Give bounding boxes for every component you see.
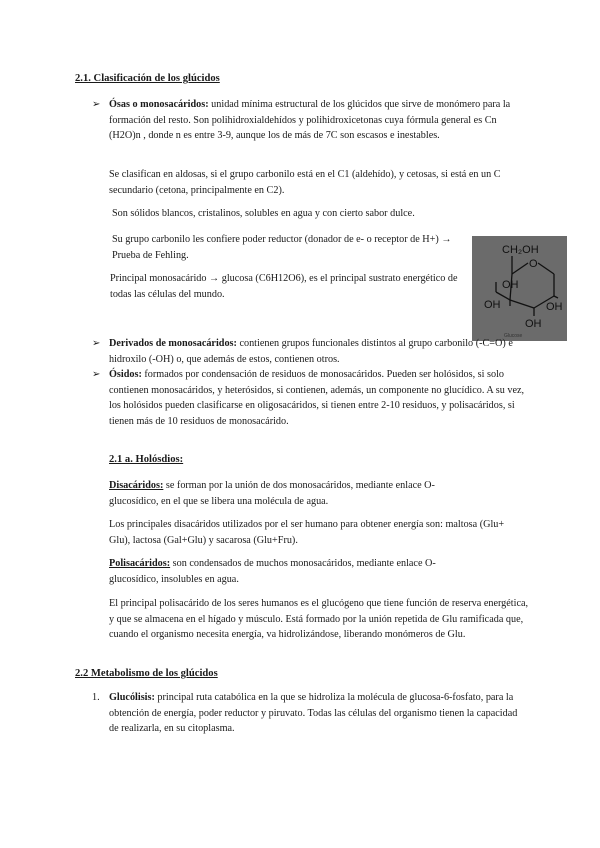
bullet-arrow-icon: ➢ xyxy=(92,99,101,110)
polisacaridos-paragraph xyxy=(109,556,479,587)
bullet-arrow-icon: ➢ xyxy=(92,369,101,380)
derivados-paragraph xyxy=(109,336,521,367)
osas-glucosa-paragraph: Principal monosacárido → glucosa (C6H12O6), es el principal sustrato energético de todas las células del mundo. xyxy=(110,273,458,300)
ring-oxygen-label: O xyxy=(529,258,538,270)
list-number: 1. xyxy=(92,692,100,703)
osidos-paragraph xyxy=(109,367,531,429)
disacaridos-text: se forman por la unión de dos monosacáridos, mediante enlace O-glucosídico, en el que se libera una molécula de agua. xyxy=(109,480,435,507)
section-heading-2-2: 2.2 Metabolismo de los glúcidos xyxy=(75,668,218,679)
osas-term: Ósas o monosacáridos: xyxy=(109,99,209,110)
disacaridos-paragraph xyxy=(109,478,479,509)
osas-classification-paragraph: Se clasifican en aldosas, si el grupo carbonilo está en el C1 (aldehído), y cetosas, si está en un C secundario (cetona, principalmente en C2). xyxy=(109,169,501,196)
glucolisis-term: Glucólisis: xyxy=(109,692,155,703)
bullet-arrow-icon: ➢ xyxy=(92,338,101,349)
glucogeno-paragraph: El principal polisacárido de los seres humanos es el glucógeno que tiene función de reserva energética, y que se almacena en el hígado y músculo. Está formado por la unión repetida de Glu ramificada que, cuando el organismo necesita energía, va hidrolizándose, liberando monómeros de Glu. xyxy=(109,598,529,641)
osas-text: unidad mínima estructural de los glúcidos que sirve de monómero para la formación del resto. Son polihidroxialdehídos y polihidroxicetonas cuya fórmula general es Cn (H2O)n , donde n es entre 3-9, aunque los de más de 7C son escasos e inestables. xyxy=(109,99,511,142)
ch2oh-label: CH₂OH xyxy=(502,244,539,256)
section-heading-2-1-a: 2.1 a. Holósdios: xyxy=(109,454,184,465)
glucose-structure-figure xyxy=(472,236,567,341)
glucolisis-text: principal ruta catabólica en la que se hidroliza la molécula de glucosa-6-fosfato, para la obtención de energía, poder reductor y piruvato. Todas las células del organismo tienen la capacidad de realizarla, en su citoplasma. xyxy=(109,692,518,735)
oh-label-3: OH xyxy=(546,301,563,313)
oh-label-1: OH xyxy=(502,279,519,291)
oh-label-2: OH xyxy=(484,299,501,311)
disacaridos-principales-paragraph: Los principales disacáridos utilizados por el ser humano para obtener energía son: maltosa (Glu+ Glu), lactosa (Gal+Glu) y sacarosa (Glu+Fru). xyxy=(109,519,505,546)
disacaridos-term: Disacáridos: xyxy=(109,480,164,491)
section-heading-2-1: 2.1. Clasificación de los glúcidos xyxy=(75,73,220,84)
osidos-term: Ósidos: xyxy=(109,369,142,380)
osas-properties-paragraph: Son sólidos blancos, cristalinos, solubles en agua y con cierto sabor dulce. xyxy=(112,208,415,219)
osas-reductor-paragraph: Su grupo carbonilo les confiere poder reductor (donador de e- o receptor de H+) → Prueba de Fehling. xyxy=(112,234,452,261)
derivados-text: contienen grupos funcionales distintos al grupo carbonilo (-C=O) e hidroxilo (-OH) o, que además de estos, contienen otros. xyxy=(109,338,513,365)
derivados-term: Derivados de monosacáridos: xyxy=(109,338,237,349)
oh-label-4: OH xyxy=(525,318,542,330)
polisacaridos-term: Polisacáridos: xyxy=(109,558,171,569)
polisacaridos-text: son condensados de muchos monosacáridos, mediante enlace O-glucosídico, insolubles en agua. xyxy=(109,558,436,585)
osidos-text: formados por condensación de residuos de monosacáridos. Pueden ser holósidos, si solo contienen monosacáridos, y heterósidos, si contienen, además, un componente no glucídico. A su vez, los holósidos pueden clasificarse en oligosacáridos, si tienen entre 2-10 residuos, y polisacáridos, si tienen más de 10 residuos de monosacárido. xyxy=(109,369,525,427)
osas-paragraph xyxy=(109,97,521,144)
figure-caption: Glucose xyxy=(504,333,523,339)
glucolisis-paragraph xyxy=(109,690,521,737)
